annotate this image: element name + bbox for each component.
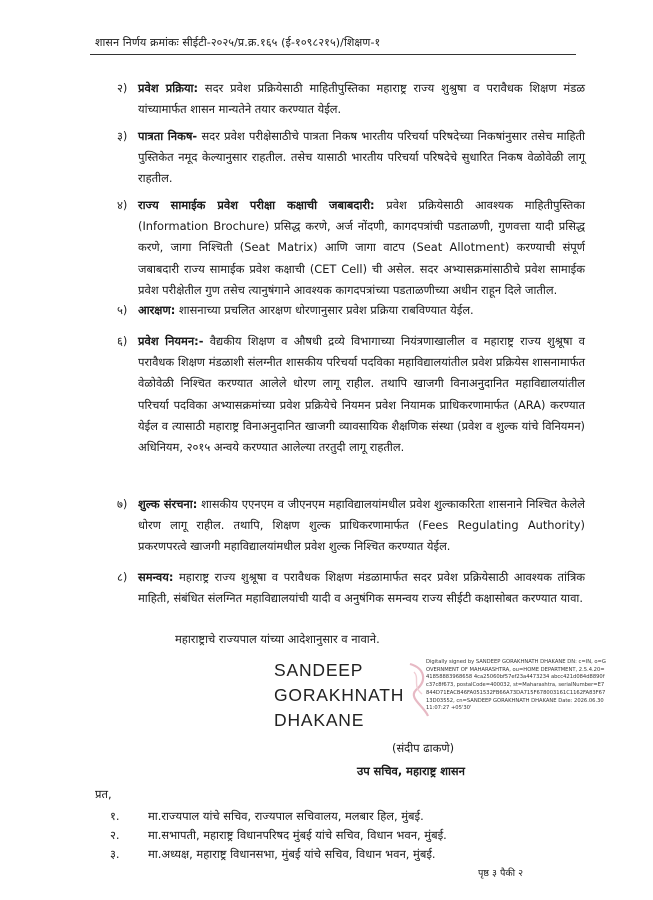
clause-body: वैद्यकीय शिक्षण व औषधी द्रव्ये विभागाच्या नियंत्रणाखालील व महाराष्ट्र राज्य शुश्रूषा व परावैधक शिक्षण मंडळाशी संलग्नीत शासकीय परिचर्या पदविका महाविद्यालयांतील प्रवेश प्रक्रियेस शासनामार्फत वेळोवेळी निश्चित करण्यात आलेले धोरण लागू राहील. तथापि खाजगी विनाअनुदानित महाविद्यालयांतील परिचर्या पदविका अभ्यासक्रमांच्या प्रवेश प्रक्रियेचे नियमन प्रवेश नियामक प्राधिकरणामार्फत (ARA) करण्यात येईल व त्यासाठी महाराष्ट्र विनाअनुदानित खाजगी व्यावसायिक शैक्षणिक संस्था (प्रवेश व शुल्क यांचे विनियमन) अधिनियम, २०१५ अन्वये करण्यात आलेल्या तरतुदी लागू राहतील. [138, 334, 585, 455]
clause-title: राज्य सामाईक प्रवेश परीक्षा कक्षाची जबाबदारी: [138, 198, 375, 212]
clause-4 [95, 195, 585, 301]
clause-number: ८) [117, 570, 128, 584]
clause-title: प्रवेश नियमन:- [138, 334, 204, 348]
signature-name-line: DHAKANE [274, 710, 365, 730]
clause-3 [95, 126, 585, 190]
clause-8 [95, 567, 585, 609]
clause-title: समन्वय: [138, 570, 174, 584]
page-number: पृष्ठ ३ पैकी २ [478, 868, 524, 879]
signatory-designation: उप सचिव, महाराष्ट्र शासन [357, 764, 465, 778]
digital-signature-name [274, 658, 404, 733]
copy-number: २. [110, 828, 120, 842]
clause-7 [95, 494, 585, 558]
copy-number: १. [110, 809, 120, 823]
clause-title: प्रवेश प्रक्रिया: [138, 81, 199, 95]
document-header: शासन निर्णय क्रमांकः सीईटी-२०२५/प्र.क्र.१६५ (ई-१०९८२१५)/शिक्षण-१ [95, 36, 381, 49]
clause-title: शुल्क संरचना: [138, 497, 198, 511]
copy-text: मा.अध्यक्ष, महाराष्ट्र विधानसभा, मुंबई यांचे सचिव, विधान भवन, मुंबई. [148, 847, 436, 861]
clause-body: सदर प्रवेश परीक्षेसाठीचे पात्रता निकष भारतीय परिचर्या परिषदेच्या निकषांनुसार तसेच माहिती पुस्तिकेत नमूद केल्यानुसार राहतील. तसेच यासाठी भारतीय परिचर्या परिषदेचे सुधारित निकष वेळोवेळी लागू राहतील. [138, 129, 585, 186]
copy-number: ३. [110, 847, 120, 861]
clause-number: ५) [117, 303, 128, 317]
header-divider [90, 54, 576, 55]
clause-body: शासकीय एएनएम व जीएनएम महाविद्यालयांमधील प्रवेश शुल्काकरिता शासनाने निश्चित केलेले धोरण लागू राहील. तथापि, शिक्षण शुल्क प्राधिकरणामार्फत (Fees Regulating Authority) प्रकरणपरत्वे खाजगी महाविद्यालयांमधील प्रवेश शुल्क निश्चित करण्यात येईल. [138, 497, 586, 554]
clause-number: ३) [117, 129, 128, 143]
clause-body: सदर प्रवेश प्रक्रियेसाठी माहितीपुस्तिका महाराष्ट्र राज्य शुश्रुषा व परावैधक शिक्षण मंडळ यांच्यामार्फत शासन मान्यतेने तयार करण्यात येईल. [138, 81, 585, 117]
digital-signature-details: Digitally signed by SANDEEP GORAKHNATH DHAKANE DN: c=IN, o=GOVERNMENT OF MAHARASHTRA, ou=HOME DEPARTMENT, 2.5.4.20=41858883968658 4ca25060bf57ef23a4473234 abcc421d084d8890fc37c8f673, postalCode=400032, st=Maharashtra, serialNumber=E7844D71EACB46FA051532FB66A73DA715F678003161C1162FA83F6713D03552, cn=SANDEEP GORAKHNATH DHAKANE Date: 2026.06.30 11:07:27 +05'30' [426, 659, 606, 712]
copy-recipient [110, 847, 436, 862]
signature-name-line: GORAKHNATH [274, 685, 405, 705]
clause-number: ४) [117, 198, 128, 212]
copy-text: मा.सभापती, महाराष्ट्र विधानपरिषद मुंबई यांचे सचिव, विधान भवन, मुंबई. [148, 828, 447, 842]
copy-recipient [110, 809, 424, 824]
copy-to-heading: प्रत, [95, 787, 112, 801]
clause-title: पात्रता निकष- [138, 129, 198, 143]
signature-name-line: SANDEEP [274, 660, 364, 680]
closing-line: महाराष्ट्राचे राज्यपाल यांच्या आदेशानुसार व नावाने. [175, 632, 380, 646]
clause-body: प्रवेश प्रक्रियेसाठी आवश्यक माहितीपुस्तिका (Information Brochure) प्रसिद्ध करणे, अर्ज नोंदणी, कागदपत्रांची पडताळणी, गुणवत्ता यादी प्रसिद्ध करणे, जागा निश्चिती (Seat Matrix) आणि जागा वाटप (Seat Allotment) करण्याची संपूर्ण जबाबदारी राज्य सामाईक प्रवेश कक्षाची (CET Cell) ची असेल. सदर अभ्यासक्रमांसाठीचे प्रवेश सामाईक प्रवेश परीक्षेतील गुण तसेच त्यानुषंगाने आवश्यक कागदपत्रांच्या पडताळणीच्या अधीन राहून दिले जातील. [138, 198, 585, 297]
clause-number: ७) [117, 497, 128, 511]
clause-body: महाराष्ट्र राज्य शुश्रूषा व परावैधक शिक्षण मंडळामार्फत सदर प्रवेश प्रक्रियेसाठी आवश्यक तांत्रिक माहिती, संबंधित संलग्नित महाविद्यालयांची यादी व अनुषंगिक समन्वय राज्य सीईटी कक्षासोबत करण्यात यावा. [138, 570, 585, 606]
clause-2 [95, 78, 585, 120]
copy-text: मा.राज्यपाल यांचे सचिव, राज्यपाल सचिवालय, मलबार हिल, मुंबई. [148, 809, 424, 823]
clause-5 [95, 300, 585, 321]
clause-body: शासनाच्या प्रचलित आरक्षण धोरणानुसार प्रवेश प्रक्रिया राबविण्यात येईल. [175, 303, 474, 317]
signatory-name-marathi: (संदीप ढाकणे) [392, 741, 455, 755]
clause-number: ६) [117, 334, 128, 348]
clause-6 [95, 331, 585, 458]
clause-title: आरक्षण: [138, 303, 176, 317]
clause-number: २) [117, 81, 128, 95]
copy-recipient [110, 828, 447, 843]
